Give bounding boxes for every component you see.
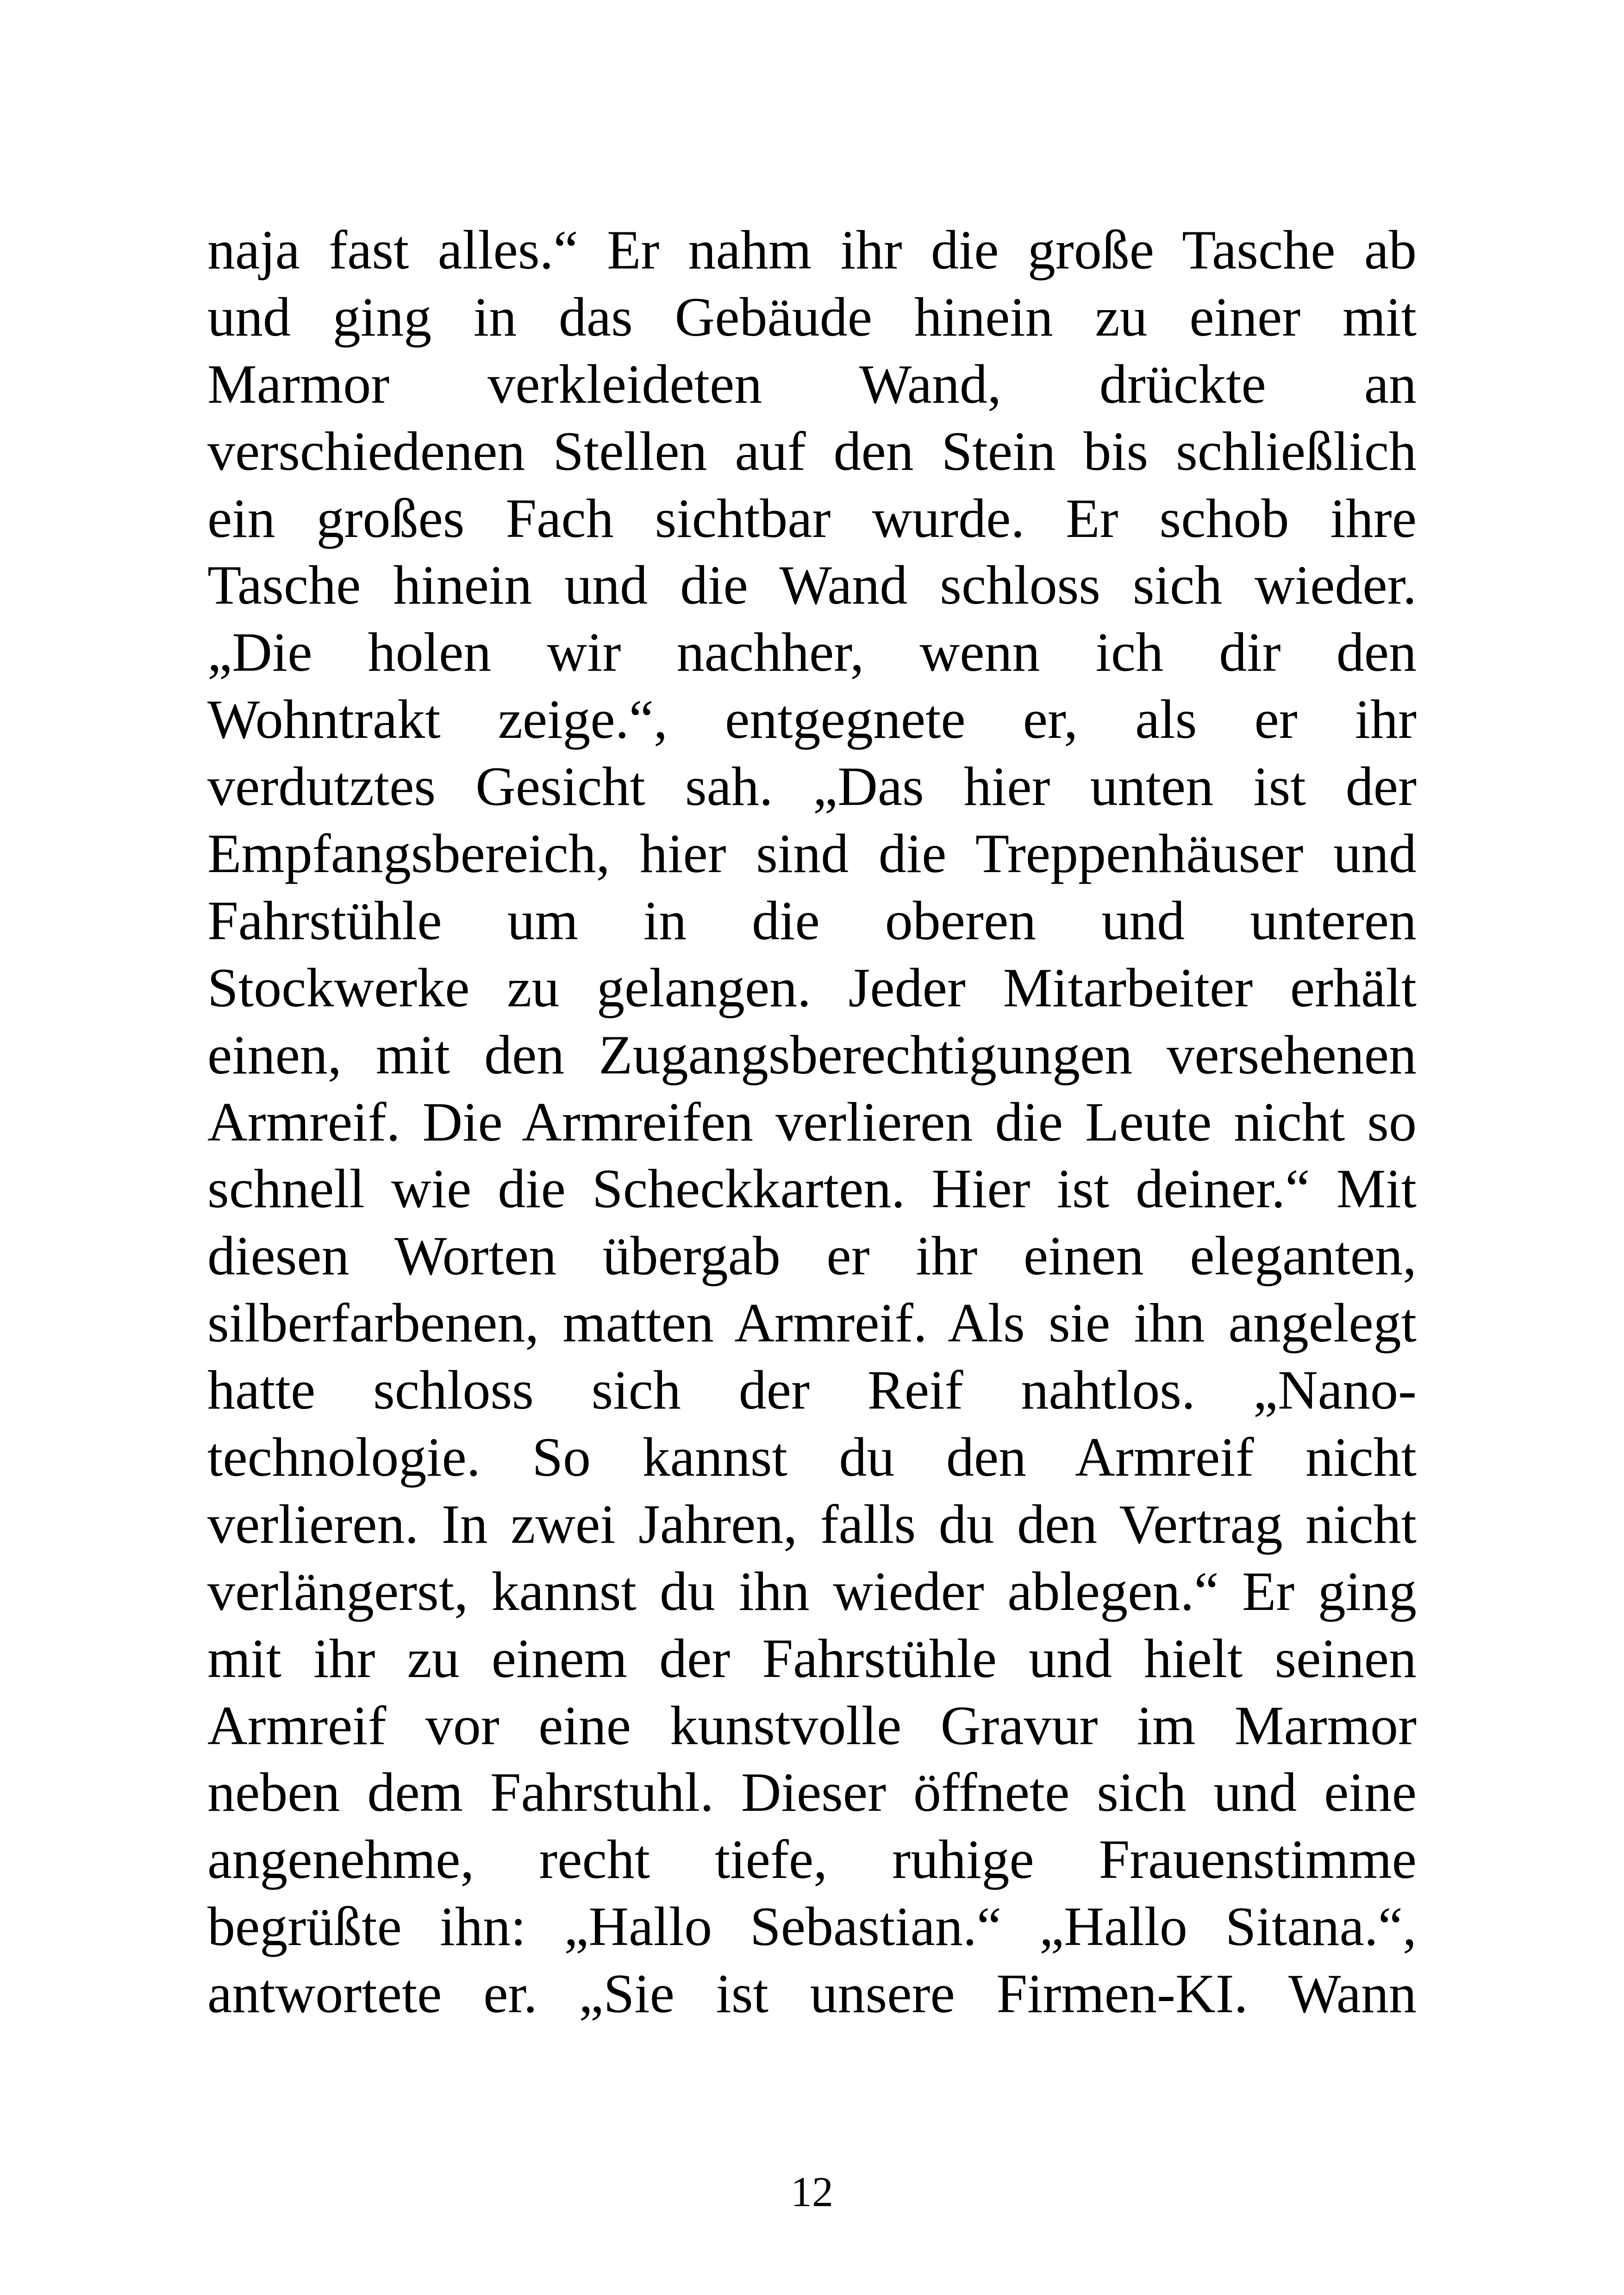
- text-line: angenehme, recht tiefe, ruhige Frauenstimme: [207, 1828, 1417, 1890]
- text-line: Tasche hinein und die Wand schloss sich wieder.: [207, 554, 1417, 616]
- text-line: verlängerst, kannst du ihn wieder ablegen.“ Er ging: [207, 1560, 1417, 1622]
- text-line: „Die holen wir nachher, wenn ich dir den: [207, 621, 1417, 683]
- text-line: Fahrstühle um in die oberen und unteren: [207, 889, 1417, 951]
- text-line: neben dem Fahrstuhl. Dieser öffnete sich und eine: [207, 1761, 1417, 1823]
- text-line: Armreif vor eine kunstvolle Gravur im Marmor: [207, 1694, 1417, 1756]
- page-number: 12: [791, 2168, 833, 2215]
- text-line: silberfarbenen, matten Armreif. Als sie ihn angelegt: [207, 1292, 1417, 1354]
- text-line: ein großes Fach sichtbar wurde. Er schob ihre: [207, 487, 1417, 549]
- text-line: verdutztes Gesicht sah. „Das hier unten ist der: [207, 755, 1417, 817]
- text-line: Armreif. Die Armreifen verlieren die Leute nicht so: [207, 1091, 1417, 1153]
- text-line: Stockwerke zu gelangen. Jeder Mitarbeiter erhält: [207, 956, 1417, 1018]
- text-line: diesen Worten übergab er ihr einen eleganten,: [207, 1225, 1417, 1287]
- body-text: [207, 217, 1417, 2027]
- text-line: hatte schloss sich der Reif nahtlos. „Nano-: [207, 1359, 1417, 1421]
- text-line: Marmor verkleideten Wand, drückte an: [207, 353, 1417, 415]
- text-line: technologie. So kannst du den Armreif nicht: [207, 1426, 1417, 1488]
- text-line: schnell wie die Scheckkarten. Hier ist deiner.“ Mit: [207, 1158, 1417, 1220]
- text-line: naja fast alles.“ Er nahm ihr die große Tasche ab: [207, 219, 1417, 281]
- text-line: Empfangsbereich, hier sind die Treppenhäuser und: [207, 823, 1417, 885]
- text-line: antwortete er. „Sie ist unsere Firmen-KI. Wann: [207, 1963, 1417, 2025]
- text-line: und ging in das Gebäude hinein zu einer mit: [207, 286, 1417, 348]
- text-line: begrüßte ihn: „Hallo Sebastian.“ „Hallo Sitana.“,: [207, 1896, 1417, 1958]
- text-line: mit ihr zu einem der Fahrstühle und hielt seinen: [207, 1627, 1417, 1689]
- text-line: verschiedenen Stellen auf den Stein bis schließlich: [207, 420, 1417, 482]
- text-line: Wohntrakt zeige.“, entgegnete er, als er ihr: [207, 688, 1417, 750]
- text-line: einen, mit den Zugangsberechtigungen versehenen: [207, 1023, 1417, 1085]
- text-line: verlieren. In zwei Jahren, falls du den Vertrag nicht: [207, 1493, 1417, 1555]
